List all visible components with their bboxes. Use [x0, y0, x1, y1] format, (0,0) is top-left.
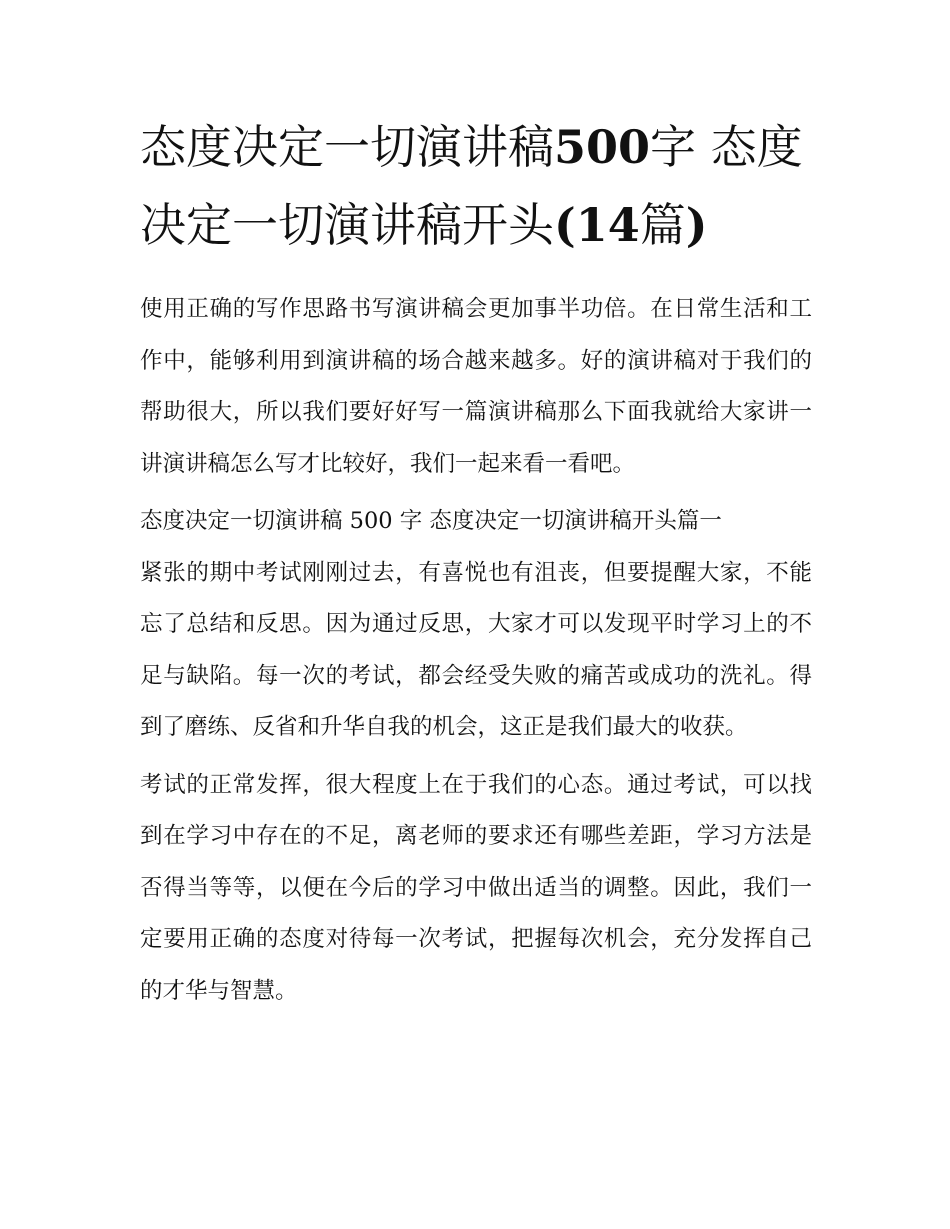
body-paragraph: 紧张的期中考试刚刚过去，有喜悦也有沮丧，但要提醒大家，不能忘了总结和反思。因为通过反思，大家才可以发现平时学习上的不足与缺陷。每一次的考试，都会经受失败的痛苦或成功的洗礼。得到了磨练、反省和升华自我的机会，这正是我们最大的收获。: [140, 559, 812, 740]
document-page: [140, 108, 812, 1017]
body-paragraph: 考试的正常发挥，很大程度上在于我们的心态。通过考试，可以找到在学习中存在的不足，离老师的要求还有哪些差距，学习方法是否得当等等，以便在今后的学习中做出适当的调整。因此，我们一定要用正确的态度对待每一次考试，把握每次机会，充分发挥自己的才华与智慧。: [140, 771, 812, 1004]
title-part: 态度决定一切演讲稿: [140, 120, 554, 174]
title-part-number: 500: [554, 120, 651, 174]
title-part-number: (14: [554, 198, 640, 252]
title-part-bracket: ): [685, 198, 708, 252]
document-title: [140, 108, 812, 264]
title-part: 篇: [639, 198, 686, 252]
title-part: 字 态度决定一切演讲稿开头: [140, 120, 803, 252]
document-body: [140, 284, 812, 1017]
intro-paragraph: 使用正确的写作思路书写演讲稿会更加事半功倍。在日常生活和工作中，能够利用到演讲稿的场合越来越多。好的演讲稿对于我们的帮助很大，所以我们要好好写一篇演讲稿那么下面我就给大家讲一讲演讲稿怎么写才比较好，我们一起来看一看吧。: [140, 296, 812, 477]
section-heading: 态度决定一切演讲稿 500 字 态度决定一切演讲稿开头篇一: [140, 508, 722, 534]
